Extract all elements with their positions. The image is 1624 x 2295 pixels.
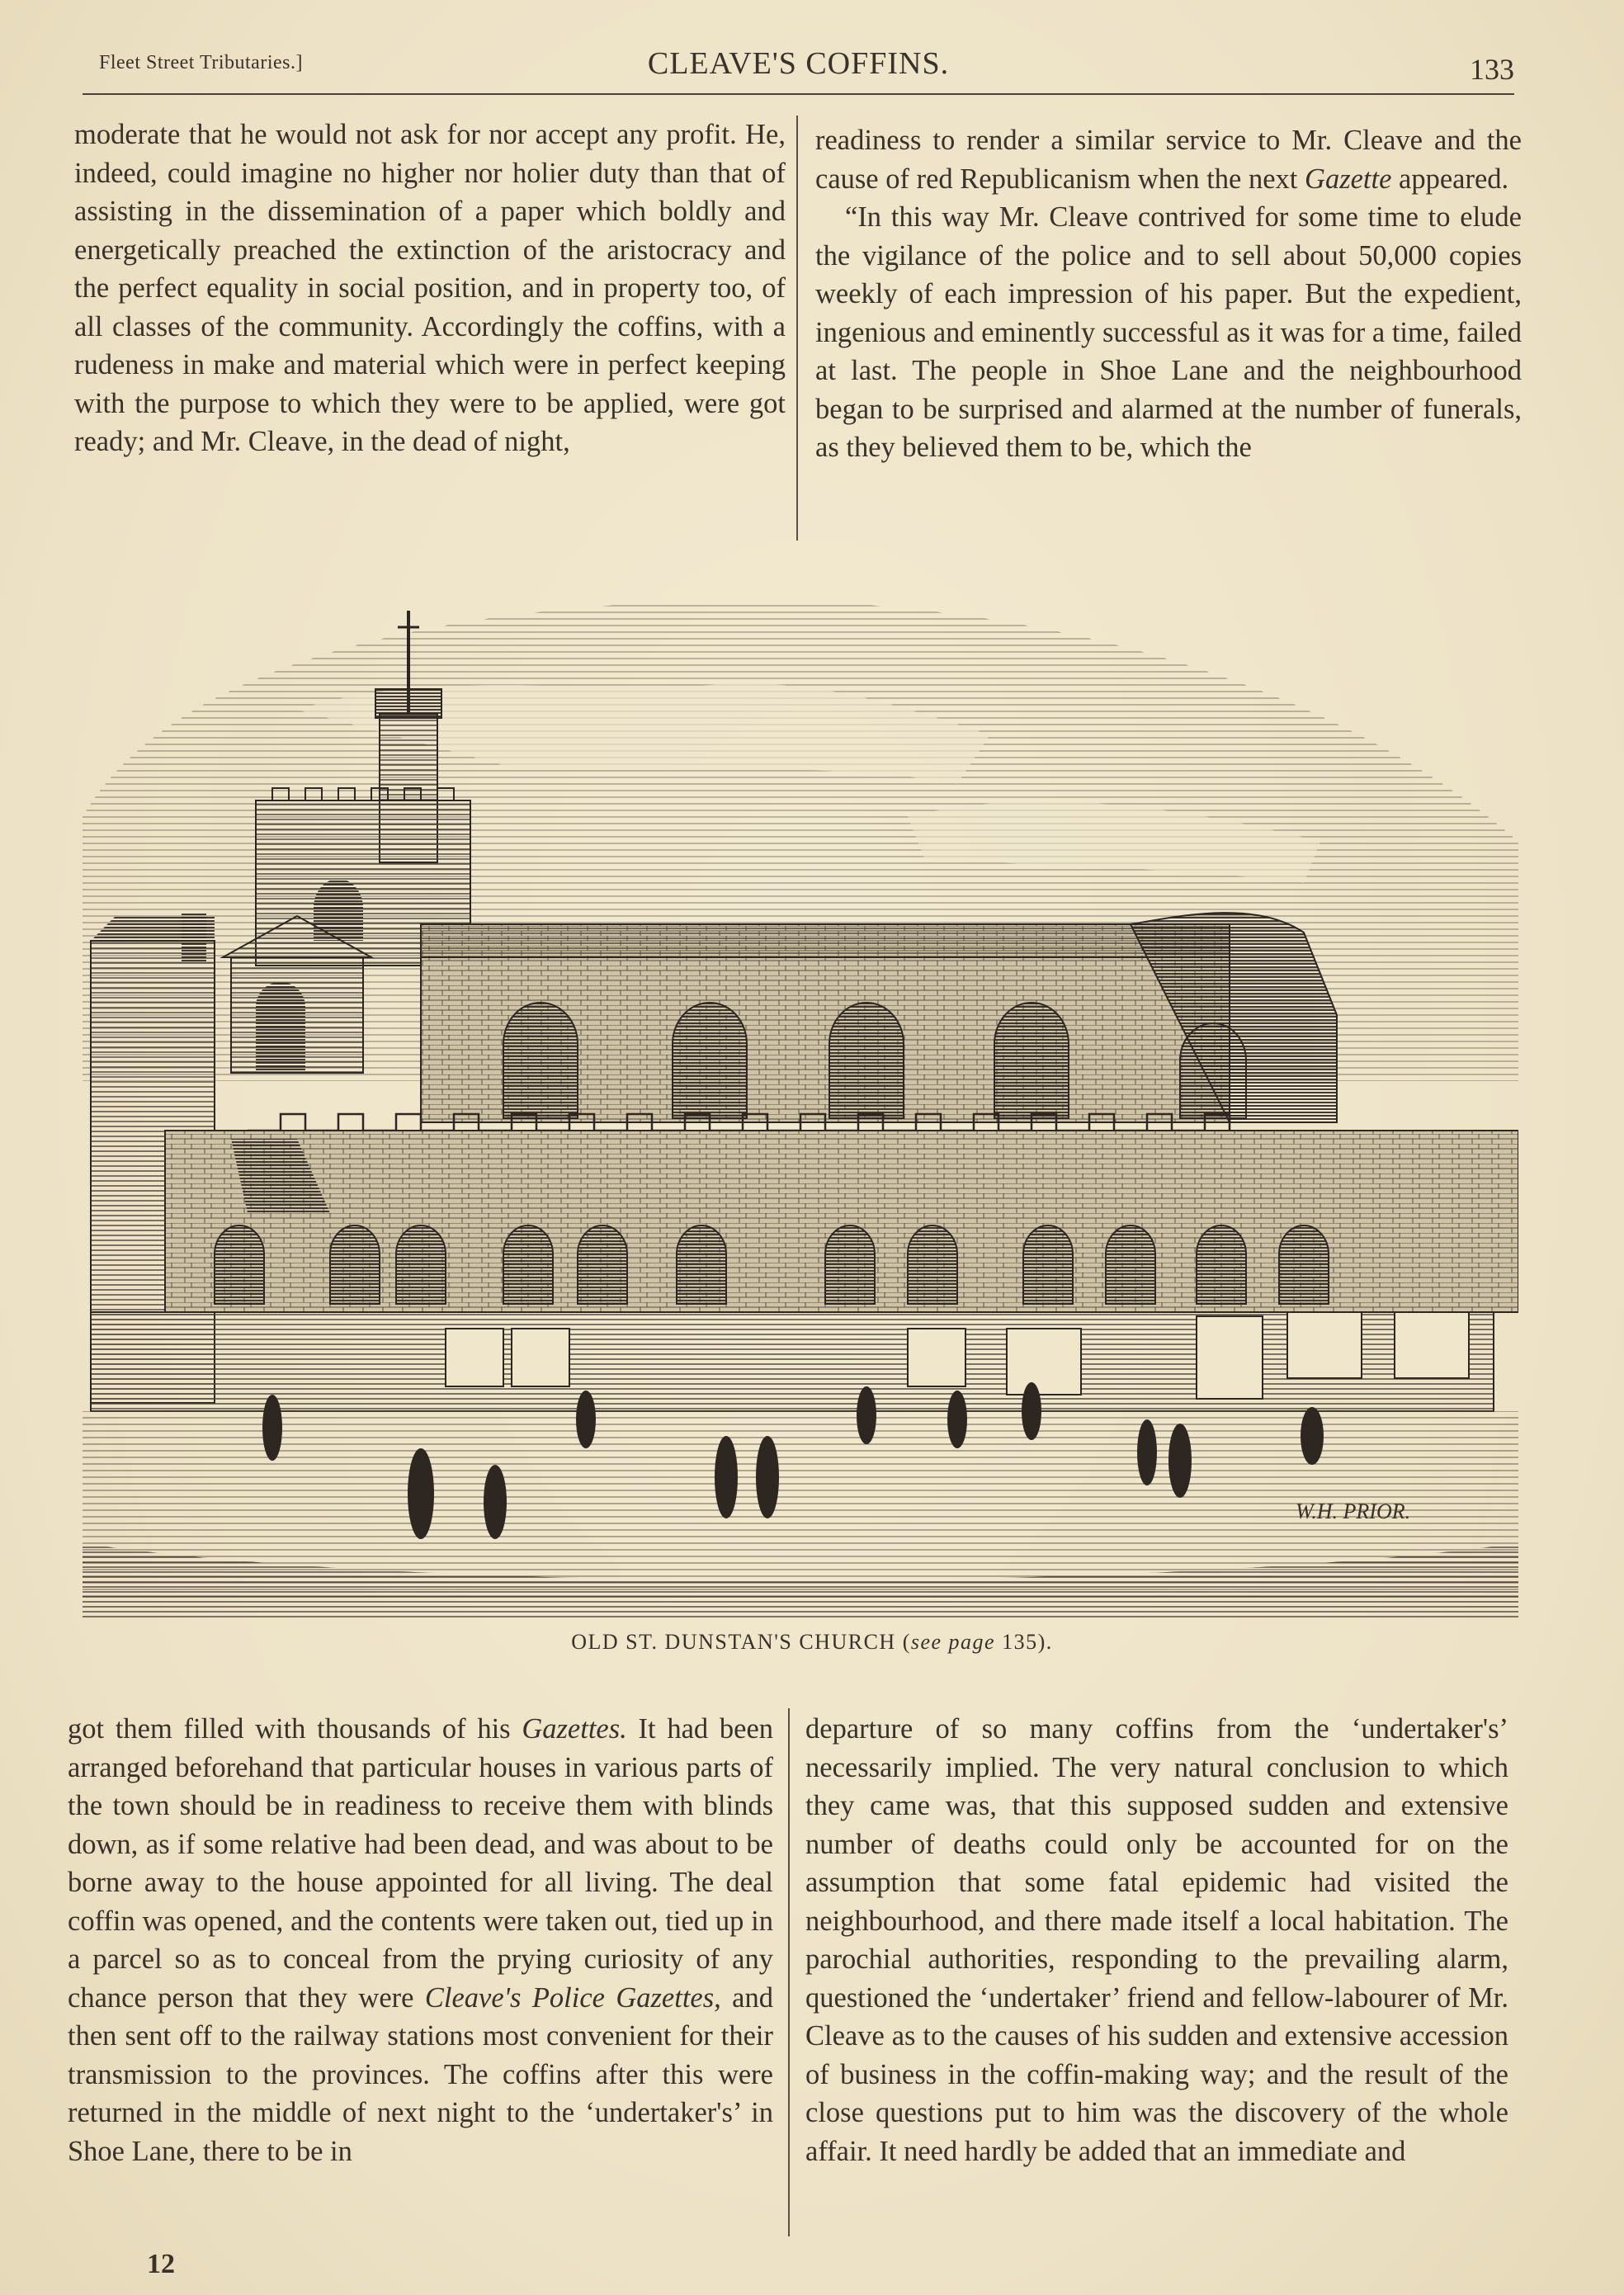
- top-left-column: [74, 116, 786, 461]
- paragraph: readiness to render a similar service to Mr. Cleave and the cause of red Republicanism when the next Gazette appeared.: [815, 125, 1522, 195]
- page-title: CLEAVE'S COFFINS.: [647, 46, 950, 81]
- signature-mark: 12: [147, 2249, 175, 2279]
- header-rule: [83, 93, 1514, 95]
- paragraph: departure of so many coffins from the ‘undertaker's’ necessarily implied. The very natural conclusion to which they came was, that this supposed sudden and extensive number of deaths could only be accounted for on the assumption that some fatal epidemic had visited the neighbourhood, and there made itself a local habitation. The parochial authorities, responding to the prevailing alarm, questioned the ‘undertaker’ friend and fellow-labourer of Mr. Cleave as to the causes of his sudden and extensive accession of business in the coffin-making way; and the result of the close questions put to him was the discovery of the whole affair. It need hardly be added that an immediate and: [805, 1713, 1508, 2167]
- paragraph: got them filled with thousands of his Gazettes. It had been arranged beforehand that particular houses in various parts of the town should be in readiness to receive them with blinds down, as if some relative had been dead, and was about to be borne away to the house appointed for all living. The deal coffin was opened, and the contents were taken out, tied up in a parcel so as to conceal from the prying curiosity of any chance person that they were Cleave's Police Gazettes, and then sent off to the railway stations most convenient for their transmission to the provinces. The coffins after this were returned in the middle of next night to the ‘undertaker's’ in Shoe Lane, there to be in: [68, 1713, 774, 2167]
- column-rule: [796, 116, 798, 541]
- running-head: [83, 45, 1514, 103]
- figure-caption: OLD ST. DUNSTAN'S CHURCH (see page 135).: [571, 1630, 1053, 1654]
- engraving-illustration: [83, 569, 1518, 1617]
- paragraph: “In this way Mr. Cleave contrived for some time to elude the vigilance of the police and to sell about 50,000 copies weekly of each impression of his paper. But the expedient, ingenious and eminently successful as it was for a time, failed at last. The people in Shoe Lane and the neighbourhood began to be surprised and alarmed at the number of funerals, as they believed them to be, which the: [815, 201, 1522, 463]
- artist-signature: W.H. PRIOR.: [1296, 1499, 1411, 1523]
- top-right-column: [815, 121, 1522, 467]
- paragraph: moderate that he would not ask for nor accept any profit. He, indeed, could imagine no higher nor holier duty than that of assisting in the dissemination of a paper which boldly and energetically preached the extinction of the aristocracy and the perfect equality in social position, and in property too, of all classes of the community. Accordingly the coffins, with a rudeness in make and material which were in perfect keeping with the purpose to which they were to be applied, were got ready; and Mr. Cleave, in the dead of night,: [74, 119, 786, 457]
- bottom-left-column: [68, 1710, 773, 2170]
- column-rule: [788, 1708, 790, 2236]
- bottom-right-column: [805, 1710, 1508, 2170]
- section-title: Fleet Street Tributaries.]: [99, 52, 303, 73]
- church-engraving: [83, 569, 1518, 1617]
- page-number: 133: [1470, 53, 1514, 86]
